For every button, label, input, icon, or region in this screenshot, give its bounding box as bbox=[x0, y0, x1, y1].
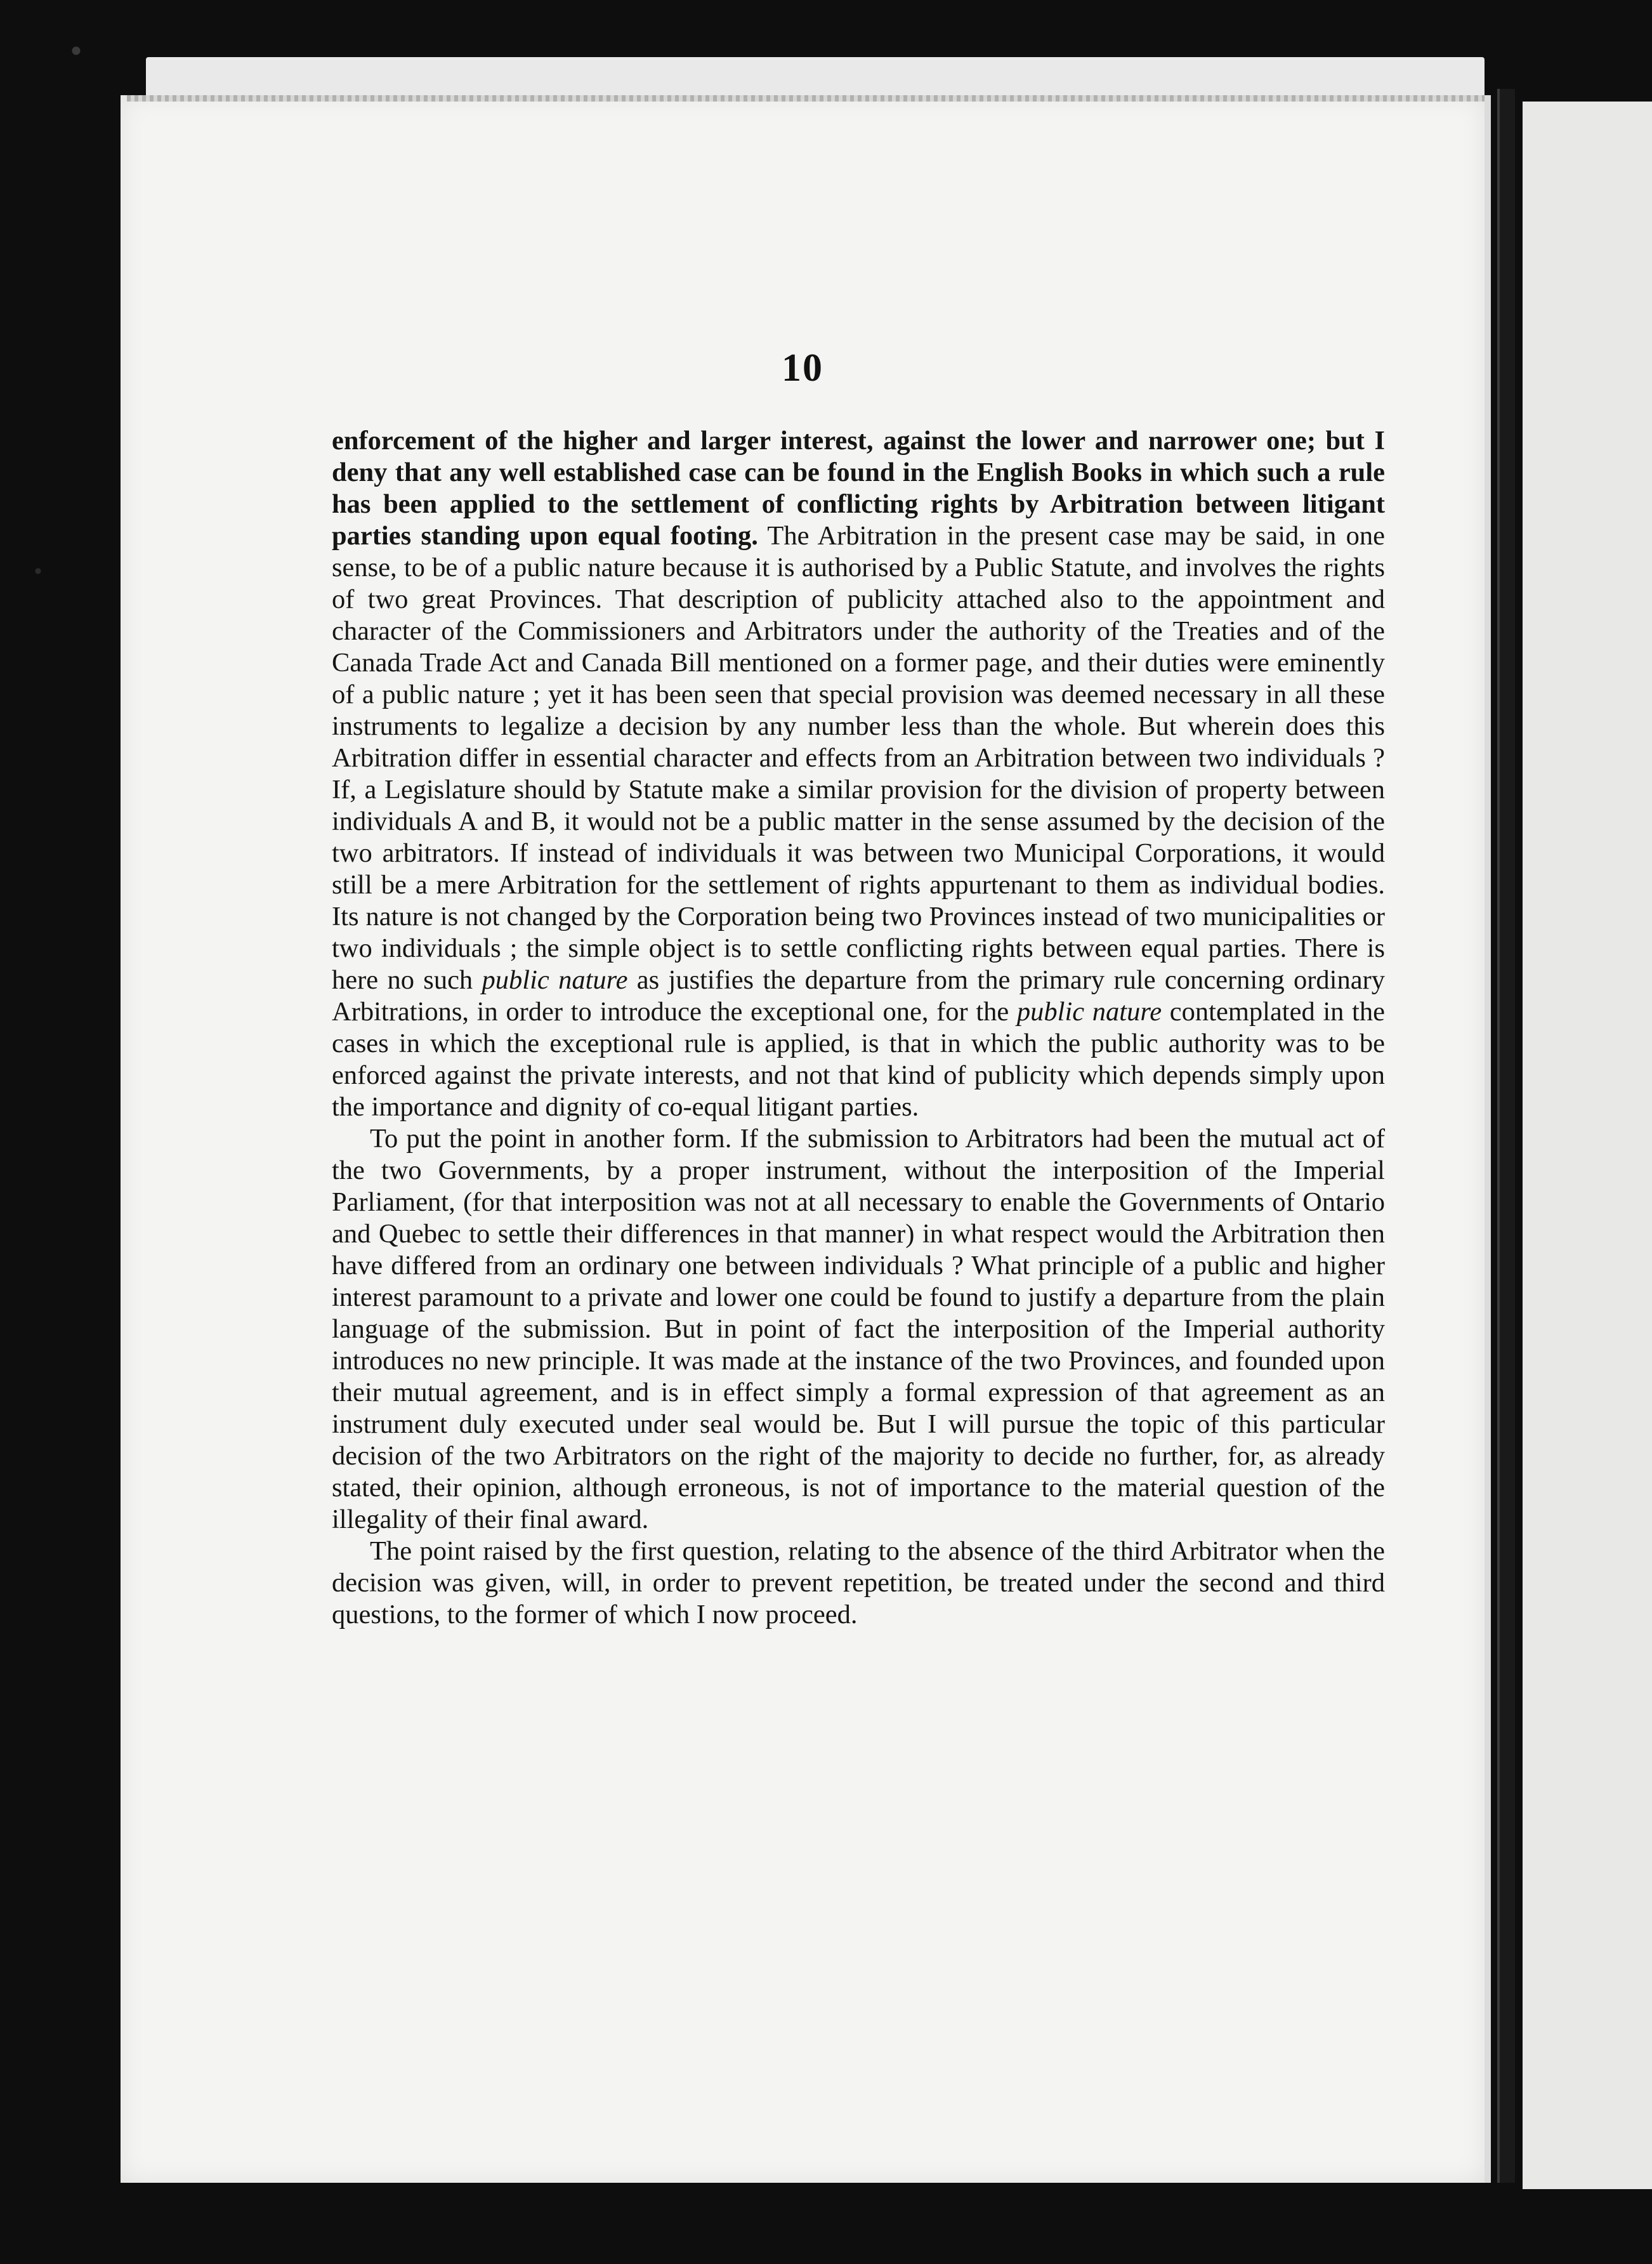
paragraph-3: The point raised by the first question, relating to the absence of the third Arbitrator when the decision was given, will, in order to prevent repetition, be treated under the second and third questions, to the former of which I now proceed. bbox=[332, 1536, 1385, 1629]
page-number: 10 bbox=[782, 346, 823, 390]
adjacent-page-edge bbox=[1523, 102, 1652, 2189]
body-text bbox=[332, 425, 1385, 1631]
paragraph-1-lead: enforcement of the higher and larger interest, against the lower and narrower one; but I deny that any well established case can be found in the English Books in which such a rule has been applied to the settlement of conflicting rights by Arbitration between litigant parties standing upon equal footing. bbox=[332, 426, 1385, 551]
paragraph-1-emphasis-2: public nature bbox=[1016, 997, 1162, 1027]
paragraph-1-text-c: contemplated in the cases in which the exceptional rule is applied, is that in which the public authority was to be enforced against the private interests, and not that kind of publicity which depends simply upon the importance and dignity of co-equal litigant parties. bbox=[332, 997, 1385, 1122]
paragraph-1-emphasis-1: public nature bbox=[482, 965, 628, 995]
paragraph-1-text-b: as justifies the departure from the primary rule concerning ordinary Arbitrations, in order to introduce the exceptional one, for the bbox=[332, 965, 1385, 1027]
paragraph-2: To put the point in another form. If the submission to Arbitrators had been the mutual act of the two Governments, by a proper instrument, without the interposition of the Imperial Parliament, (for that interposition was not at all necessary to enable the Governments of Ontario and Quebec to settle their differences in that manner) in what respect would the Arbitration then have differed from an ordinary one between individuals ? What principle of a public and higher interest paramount to a private and lower one could be found to justify a departure from the plain language of the submission. But in point of fact the interposition of the Imperial authority introduces no new principle. It was made at the instance of the two Provinces, and founded upon their mutual agreement, and is in effect simply a formal expression of that agreement as an instrument duly executed under seal would be. But I will pursue the topic of this particular decision of the two Arbitrators on the right of the majority to decide no further, for, as already stated, their opinion, although erroneous, is not of importance to the material question of the illegality of their final award. bbox=[332, 1124, 1385, 1534]
page-top-edge bbox=[127, 95, 1485, 102]
binding-strip bbox=[1497, 89, 1515, 2183]
paragraph-1 bbox=[332, 425, 1385, 1123]
paragraph-1-text-a: The Arbitration in the present case may be said, in one sense, to be of a public nature because it is authorised by a Public Statute, and involves the rights of two great Provinces. That description of publicity attached also to the appointment and character of the Commissioners and Arbitrators under the authority of the Treaties and of the Canada Trade Act and Canada Bill mentioned on a former page, and their duties were eminently of a public nature ; yet it has been seen that special provision was deemed necessary in all these instruments to legalize a decision by any number less than the whole. But wherein does this Arbitration differ in essential character and effects from an Arbitration between two individuals ? If, a Legislature should by Statute make a similar provision for the division of property between individuals A and B, it would not be a public matter in the sense assumed by the decision of the two arbitrators. If instead of individuals it was between two Municipal Corporations, it would still be a mere Arbitration for the settlement of rights appurtenant to them as individual bodies. Its nature is not changed by the Corporation being two Provinces instead of two municipalities or two individuals ; the simple object is to settle conflicting rights between equal parties. There is here no such bbox=[332, 521, 1385, 995]
document-page bbox=[121, 95, 1485, 2183]
